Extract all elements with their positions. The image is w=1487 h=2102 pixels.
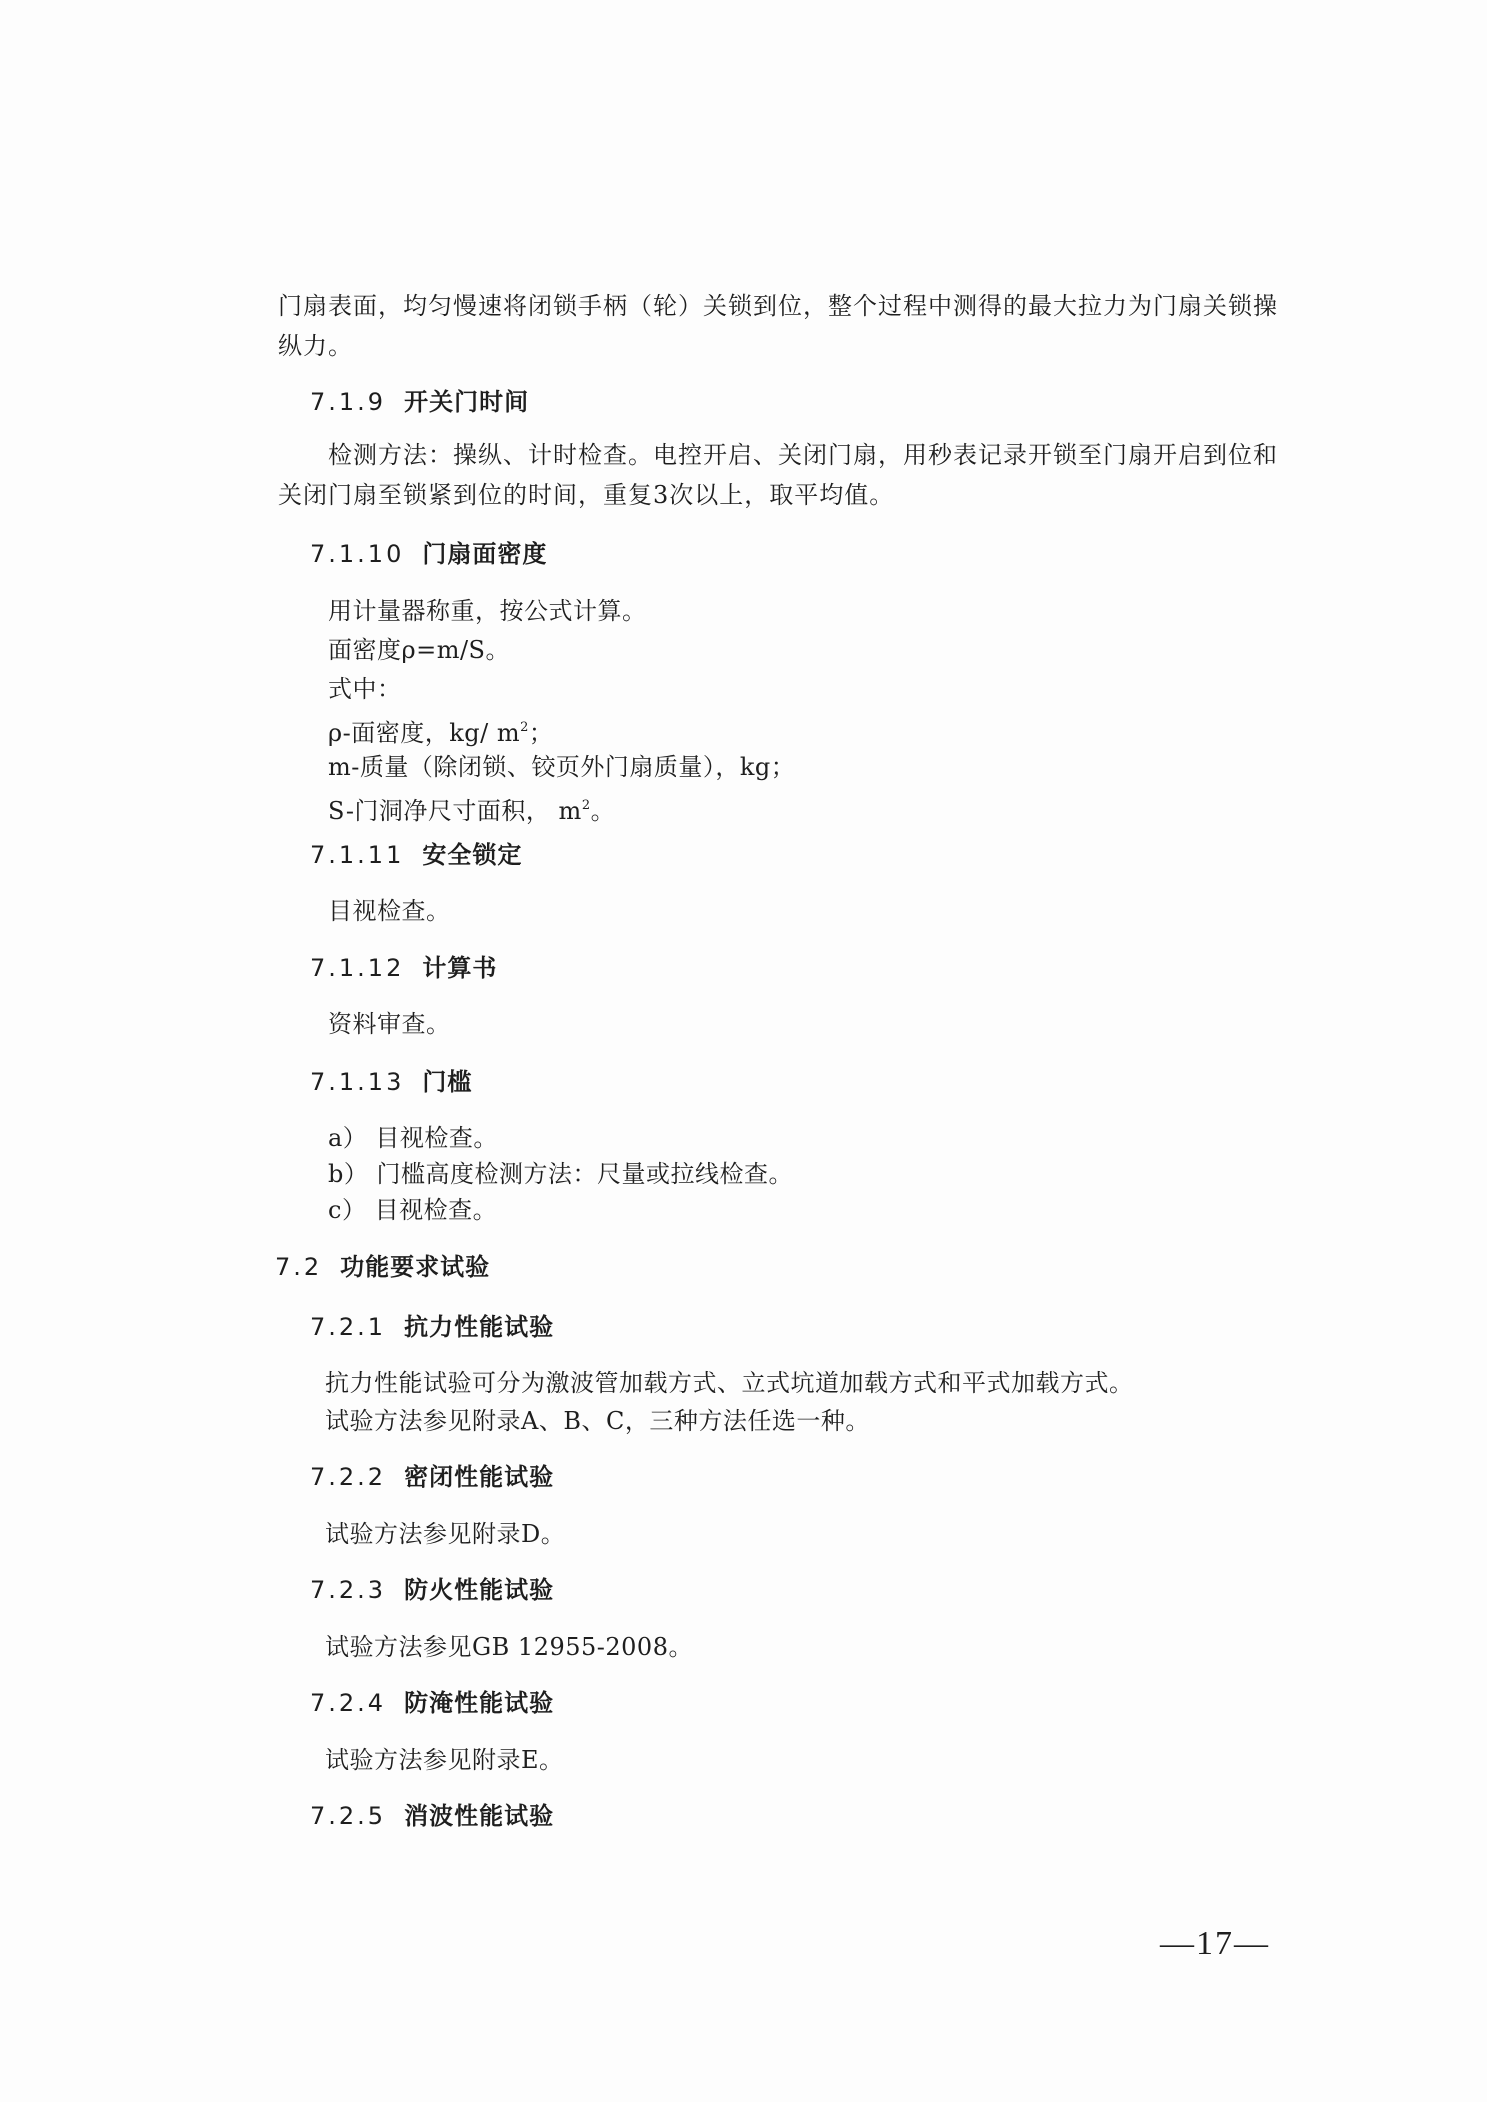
formula-var-s: S-门洞净尺寸面积， $m^2$。 [328, 797, 616, 825]
section-7-2-heading [275, 1250, 490, 1284]
section-7-1-11-body: 目视检查。 [328, 897, 451, 925]
section-title: 计算书 [422, 954, 498, 982]
section-7-2-1-body-line: 试验方法参见附录A、B、C，三种方法任选一种。 [325, 1407, 870, 1435]
section-7-2-3-heading [310, 1573, 554, 1607]
section-7-1-12-heading [310, 951, 497, 985]
section-7-2-5-heading [310, 1799, 554, 1833]
formula-var-rho: ρ-面密度，kg/ $m^2$； [328, 719, 554, 747]
list-item: a） 目视检查。 [328, 1124, 498, 1152]
formula-intro: 用计量器称重，按公式计算。 [328, 597, 647, 625]
formula: 面密度ρ=m/S。 [328, 636, 511, 664]
section-7-1-10-heading [310, 537, 547, 571]
section-number: 7.1.9 [310, 388, 387, 416]
section-title: 门槛 [422, 1068, 473, 1096]
section-title: 安全锁定 [422, 841, 523, 869]
section-number: 7.2 [275, 1253, 323, 1281]
section-title: 门扇面密度 [422, 540, 548, 568]
section-7-2-4-heading [310, 1686, 554, 1720]
list-item: c） 目视检查。 [328, 1196, 498, 1224]
section-7-1-9-body: 检测方法：操纵、计时检查。电控开启、关闭门扇，用秒表记录开锁至门扇开启到位和关闭门扇至锁紧到位的时间，重复3次以上，取平均值。 [278, 441, 1278, 509]
list-item: b） 门槛高度检测方法：尺量或拉线检查。 [328, 1160, 793, 1188]
section-number: 7.2.1 [310, 1313, 387, 1341]
section-7-2-2-heading [310, 1460, 554, 1494]
section-7-1-9-heading [310, 385, 529, 419]
section-7-2-2-body: 试验方法参见附录D。 [325, 1520, 566, 1548]
section-number: 7.2.5 [310, 1802, 387, 1830]
section-7-2-3-body: 试验方法参见GB 12955-2008。 [325, 1633, 693, 1661]
section-7-1-13-heading [310, 1065, 472, 1099]
section-title: 抗力性能试验 [404, 1313, 555, 1341]
section-number: 7.2.3 [310, 1576, 387, 1604]
section-title: 防淹性能试验 [404, 1689, 555, 1717]
section-number: 7.1.10 [310, 540, 405, 568]
section-number: 7.1.12 [310, 954, 405, 982]
formula-where: 式中： [328, 675, 402, 703]
section-title: 开关门时间 [404, 388, 530, 416]
section-title: 密闭性能试验 [404, 1463, 555, 1491]
formula-var-m: m-质量（除闭锁、铰页外门扇质量），kg； [328, 753, 796, 781]
section-7-1-12-body: 资料审查。 [328, 1010, 451, 1038]
section-7-1-11-heading [310, 838, 522, 872]
section-7-2-1-heading [310, 1310, 554, 1344]
section-7-2-4-body: 试验方法参见附录E。 [325, 1746, 564, 1774]
section-7-2-1-body-line: 抗力性能试验可分为激波管加载方式、立式坑道加载方式和平式加载方式。 [325, 1369, 1134, 1397]
section-number: 7.2.4 [310, 1689, 387, 1717]
section-title: 防火性能试验 [404, 1576, 555, 1604]
intro-paragraph: 门扇表面，均匀慢速将闭锁手柄（轮）关锁到位，整个过程中测得的最大拉力为门扇关锁操纵力。 [278, 292, 1278, 360]
section-number: 7.1.11 [310, 841, 405, 869]
page-number: —17— [1160, 1925, 1270, 1962]
section-title: 功能要求试验 [340, 1253, 491, 1281]
section-title: 消波性能试验 [404, 1802, 555, 1830]
section-number: 7.2.2 [310, 1463, 387, 1491]
section-number: 7.1.13 [310, 1068, 405, 1096]
